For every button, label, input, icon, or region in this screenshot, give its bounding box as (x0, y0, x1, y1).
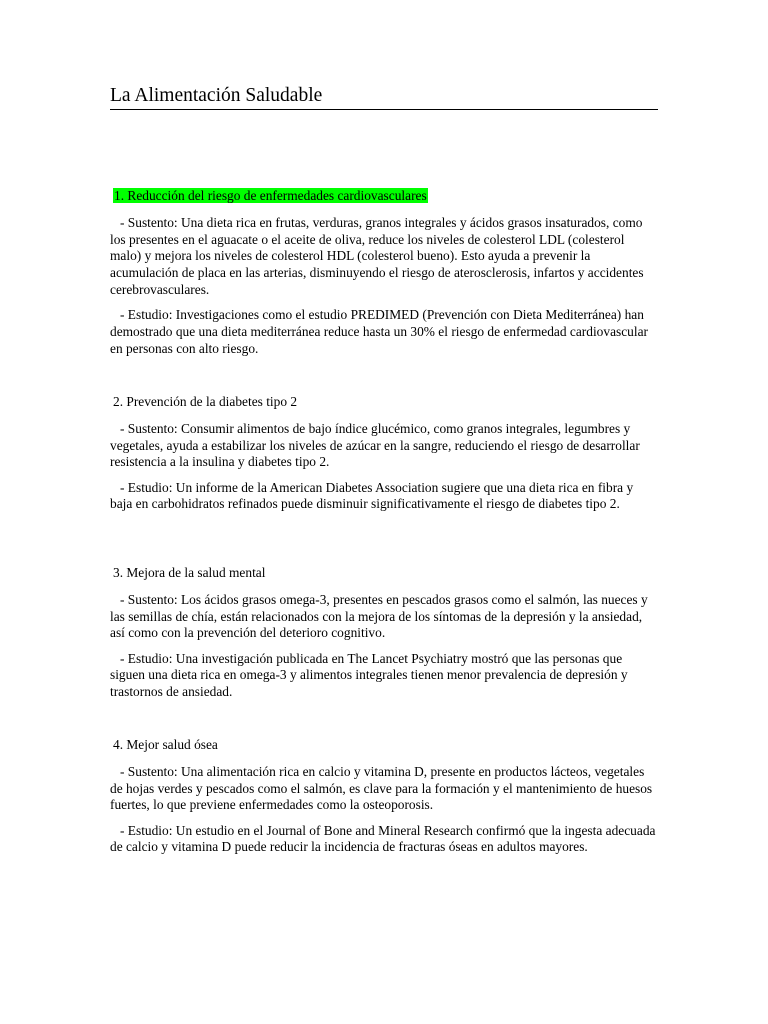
section-bone-health (110, 737, 658, 865)
section-mental-health (110, 565, 658, 709)
support-paragraph: - Sustento: Una alimentación rica en calcio y vitamina D, presente en productos lácteos, vegetales de hojas verdes y pescados como el salmón, es clave para la formación y el mantenimiento de huesos fuertes, lo que previene enfermedades como la osteoporosis. (110, 763, 653, 813)
support-paragraph: - Sustento: Una dieta rica en frutas, verduras, granos integrales y ácidos grasos insaturados, como los presentes en el aguacate o el aceite de oliva, reduce los niveles de colesterol LDL (colesterol malo) y mejora los niveles de colesterol HDL (colesterol bueno). Esto ayuda a prevenir la acumulación de placa en las arterias, disminuyendo el riesgo de aterosclerosis, infartos y accidentes cerebrovasculares. (110, 214, 644, 297)
support-paragraph: - Sustento: Los ácidos grasos omega-3, presentes en pescados grasos como el salmón, las nueces y las semillas de chía, están relacionados con la mejora de los síntomas de la depresión y la ansiedad, así como con la prevención del deterioro cognitivo. (110, 591, 648, 641)
study-paragraph: - Estudio: Un estudio en el Journal of Bone and Mineral Research confirmó que la ingesta adecuada de calcio y vitamina D puede reducir la incidencia de fracturas óseas en adultos mayores. (110, 822, 656, 855)
highlighted-heading-text: 1. Reducción del riesgo de enfermedades cardiovasculares (114, 188, 427, 203)
study-paragraph: - Estudio: Una investigación publicada en The Lancet Psychiatry mostró que las personas que siguen una dieta rica en omega-3 y alimentos integrales tienen menor prevalencia de depresión y trastornos de ansiedad. (110, 650, 628, 700)
section-heading: 4. Mejor salud ósea (113, 737, 218, 752)
section-heading: 2. Prevención de la diabetes tipo 2 (113, 394, 298, 409)
section-heading (113, 188, 658, 205)
study-paragraph: - Estudio: Un informe de la American Diabetes Association sugiere que una dieta rica en fibra y baja en carbohidratos refinados puede disminuir significativamente el riesgo de diabetes tipo 2. (110, 479, 634, 512)
study-paragraph: - Estudio: Investigaciones como el estudio PREDIMED (Prevención con Dieta Mediterránea) han demostrado que una dieta mediterránea reduce hasta un 30% el riesgo de enfermedad cardiovascular en personas con alto riesgo. (110, 307, 648, 356)
section-cardiovascular (110, 188, 658, 366)
section-diabetes (110, 394, 658, 522)
support-paragraph: - Sustento: Consumir alimentos de bajo índice glucémico, como granos integrales, legumbres y vegetales, ayuda a estabilizar los niveles de azúcar en la sangre, reduciendo el riesgo de desarrollar resistencia a la insulina y diabetes tipo 2. (110, 420, 640, 470)
section-heading: 3. Mejora de la salud mental (113, 565, 266, 580)
document-title: La Alimentación Saludable (110, 84, 658, 110)
